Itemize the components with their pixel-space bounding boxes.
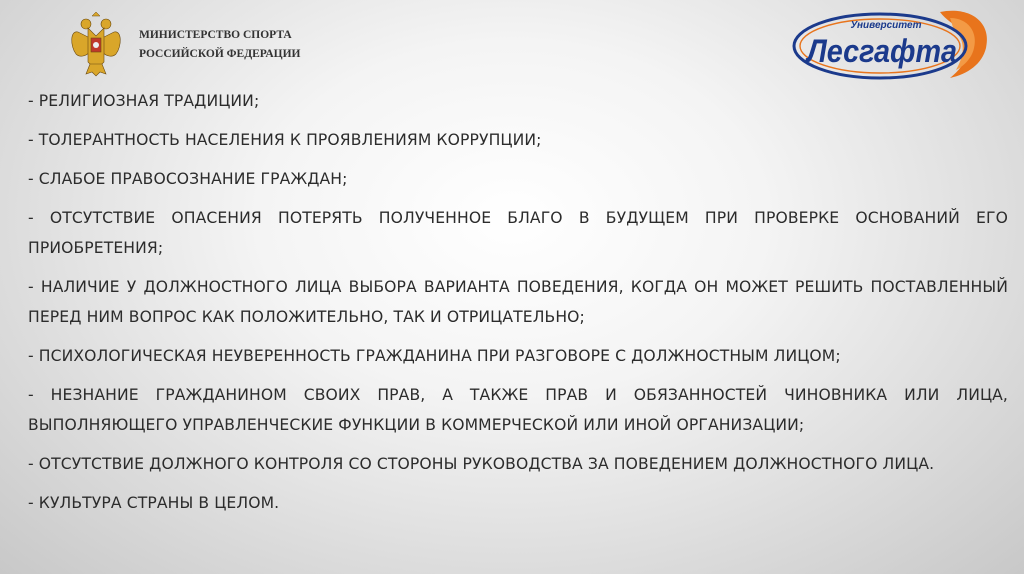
slide-header: [0, 0, 1024, 90]
list-item: - ОТСУТСТВИЕ ОПАСЕНИЯ ПОТЕРЯТЬ ПОЛУЧЕННОЕ БЛАГО В БУДУЩЕМ ПРИ ПРОВЕРКЕ ОСНОВАНИЙ ЕГО ПРИОБРЕТЕНИЯ;: [28, 209, 1008, 257]
list-item: - СЛАБОЕ ПРАВОСОЗНАНИЕ ГРАЖДАН;: [28, 170, 348, 188]
list-item: - КУЛЬТУРА СТРАНЫ В ЦЕЛОМ.: [28, 494, 280, 512]
ministry-line-2: РОССИЙСКОЙ ФЕДЕРАЦИИ: [139, 48, 301, 60]
lesgaft-university-logo: [790, 4, 994, 82]
russian-coat-of-arms-icon: [68, 12, 124, 78]
list-item: - НЕЗНАНИЕ ГРАЖДАНИНОМ СВОИХ ПРАВ, А ТАКЖЕ ПРАВ И ОБЯЗАННОСТЕЙ ЧИНОВНИКА ИЛИ ЛИЦА, ВЫПОЛНЯЮЩЕГО УПРАВЛЕНЧЕСКИЕ ФУНКЦИИ В КОММЕРЧЕСКОЙ ИЛИ ИНОЙ ОРГАНИЗАЦИИ;: [28, 386, 1008, 434]
logo-main-text: Лесгафта: [805, 33, 957, 69]
list-item: - ПСИХОЛОГИЧЕСКАЯ НЕУВЕРЕННОСТЬ ГРАЖДАНИНА ПРИ РАЗГОВОРЕ С ДОЛЖНОСТНЫМ ЛИЦОМ;: [28, 347, 841, 365]
list-item: - ТОЛЕРАНТНОСТЬ НАСЕЛЕНИЯ К ПРОЯВЛЕНИЯМ КОРРУПЦИИ;: [28, 131, 542, 149]
list-item: - РЕЛИГИОЗНАЯ ТРАДИЦИИ;: [28, 92, 260, 110]
factors-list: [28, 86, 1008, 527]
ministry-title: [139, 26, 301, 64]
logo-top-text: Университет: [850, 20, 922, 31]
list-item: - НАЛИЧИЕ У ДОЛЖНОСТНОГО ЛИЦА ВЫБОРА ВАРИАНТА ПОВЕДЕНИЯ, КОГДА ОН МОЖЕТ РЕШИТЬ ПОСТАВЛЕННЫЙ ПЕРЕД НИМ ВОПРОС КАК ПОЛОЖИТЕЛЬНО, ТАК И ОТРИЦАТЕЛЬНО;: [28, 278, 1008, 326]
list-item: - ОТСУТСТВИЕ ДОЛЖНОГО КОНТРОЛЯ СО СТОРОНЫ РУКОВОДСТВА ЗА ПОВЕДЕНИЕМ ДОЛЖНОСТНОГО ЛИЦА.: [28, 455, 935, 473]
ministry-line-1: МИНИСТЕРСТВО СПОРТА: [139, 29, 292, 41]
